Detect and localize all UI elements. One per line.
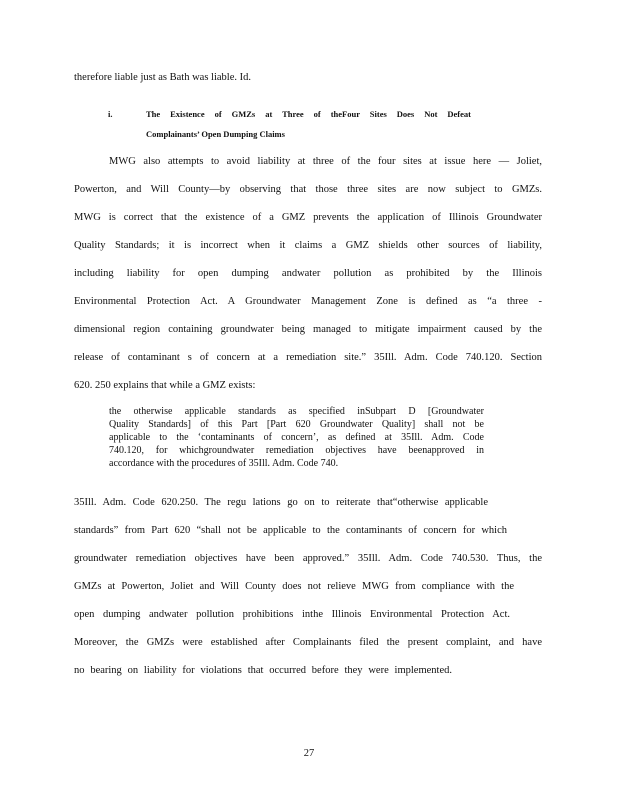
paragraph-2-line: groundwater remediation objectives have been approved.” 35Ill. Adm. Code 740.530. Thus, the [74,553,542,564]
page-number: 27 [303,748,315,759]
paragraph-1-line: Environmental Protection Act. A Groundwater Management Zone is defined as “a three - [74,296,542,307]
block-quote-line: accordance with the procedures of 35Ill. Adm. Code 740. [109,458,339,469]
block-quote-line: applicable to the ‘contaminants of concern’, as defined at 35Ill. Adm. Code [109,432,484,443]
paragraph-2-line: 35Ill. Adm. Code 620.250. The regu lations go on to reiterate that“otherwise applicable [74,497,488,508]
paragraph-1-line: release of contaminant s of concern at a remediation site.” 35Ill. Adm. Code 740.120. Section [74,352,542,363]
block-quote-line: 740.120, for whichgroundwater remediation objectives have beenapproved in [109,445,484,456]
paragraph-1-line: MWG also attempts to avoid liability at three of the four sites at issue here — Joliet, [109,156,542,167]
top-line: therefore liable just as Bath was liable. Id. [74,72,251,83]
paragraph-1-line: Quality Standards; it is incorrect when it claims a GMZ shields other sources of liability, [74,240,542,251]
paragraph-2-line: Moreover, the GMZs were established after Complainants filed the present complaint, and have [74,637,542,648]
paragraph-1-line: 620. 250 explains that while a GMZ exists: [74,380,256,391]
heading-number: i. [108,109,113,119]
paragraph-2-line: GMZs at Powerton, Joliet and Will County does not relieve MWG from compliance with the [74,581,514,592]
paragraph-2-line: no bearing on liability for violations that occurred before they were implemented. [74,665,452,676]
paragraph-1-line: Powerton, and Will County—by observing that those three sites are now subject to GMZs. [74,184,542,195]
paragraph-2-line: open dumping andwater pollution prohibitions inthe Illinois Environmental Protection Act. [74,609,510,620]
paragraph-1-line: MWG is correct that the existence of a GMZ prevents the application of Illinois Groundwater [74,212,542,223]
paragraph-1-line: including liability for open dumping andwater pollution as prohibited by the Illinois [74,268,542,279]
heading-line-2: Complainants’ Open Dumping Claims [146,129,285,139]
paragraph-2-line: standards” from Part 620 “shall not be applicable to the contaminants of concern for which [74,525,507,536]
paragraph-1-line: dimensional region containing groundwater being managed to mitigate impairment caused by the [74,324,542,335]
block-quote-line: Quality Standards] of this Part [Part 620 Groundwater Quality] shall not be [109,419,484,430]
heading-line-1: The Existence of GMZs at Three of theFour Sites Does Not Defeat [146,109,471,119]
block-quote-line: the otherwise applicable standards as specified inSubpart D [Groundwater [109,406,484,417]
